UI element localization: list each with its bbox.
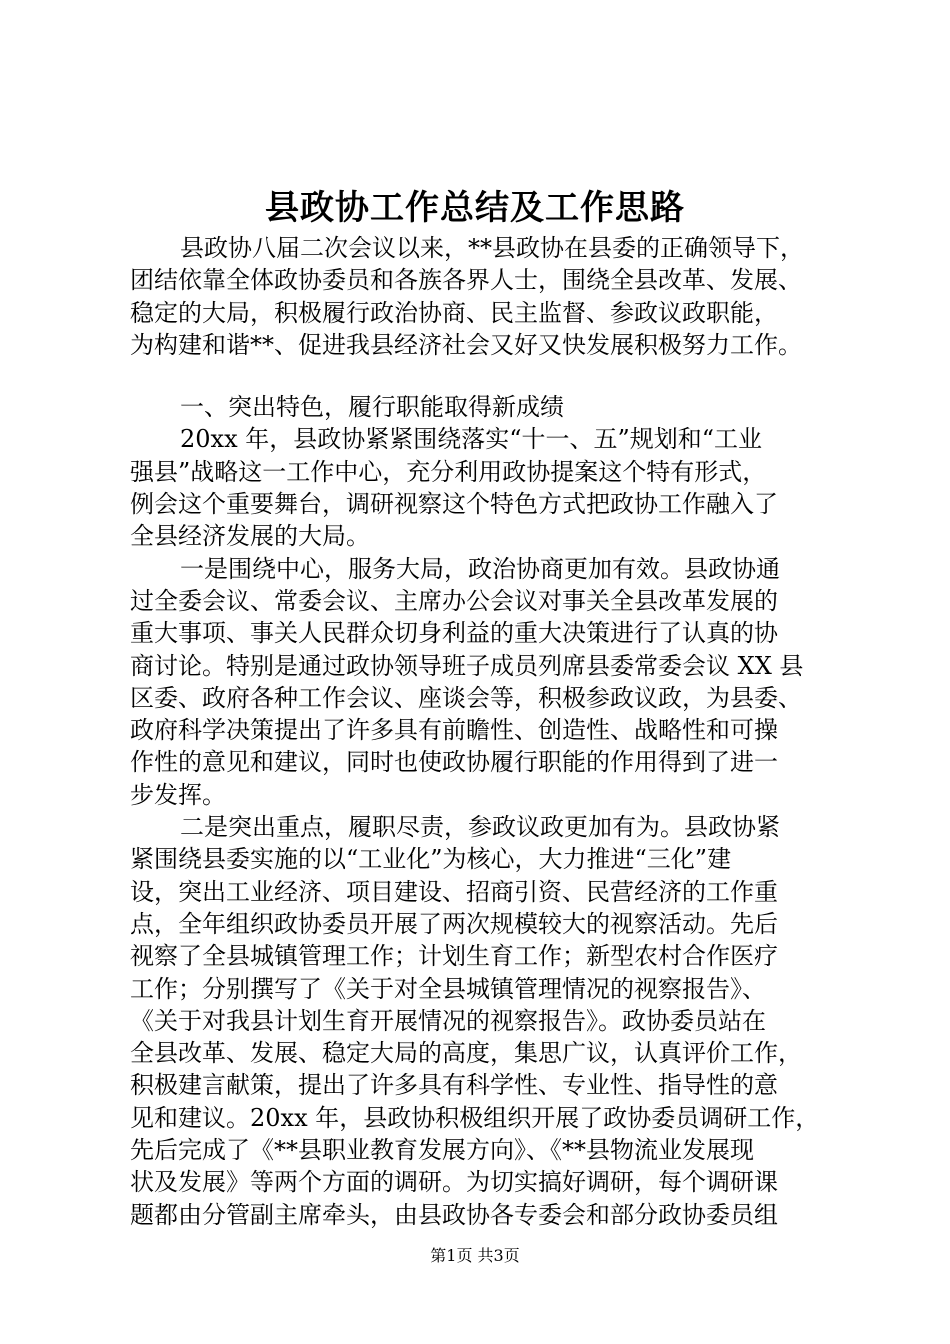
paragraph-line: 先后完成了《**县职业教育发展方向》、《**县物流业发展现: [130, 1136, 754, 1165]
document-title: 县政协工作总结及工作思路: [265, 188, 685, 228]
paragraph-line: 区委、政府各种工作会议、座谈会等，积极参政议政，为县委、: [130, 683, 802, 712]
paragraph-line: 设，突出工业经济、项目建设、招商引资、民营经济的工作重: [130, 877, 778, 906]
page-number: 第1页 共3页: [430, 1246, 520, 1265]
paragraph-line: 20xx 年，县政协紧紧围绕落实“十一、五”规划和“工业: [180, 425, 763, 454]
paragraph-line: 全县经济发展的大局。: [130, 522, 370, 551]
paragraph-line: 一是围绕中心，服务大局，政治协商更加有效。县政协通: [180, 554, 780, 583]
paragraph-line: 积极建言献策，提出了许多具有科学性、专业性、指导性的意: [130, 1071, 778, 1100]
document-body: [130, 232, 830, 1231]
paragraph-line: 稳定的大局，积极履行政治协商、民主监督、参政议政职能，: [130, 298, 778, 327]
paragraph-line: 工作；分别撰写了《关于对全县城镇管理情况的视察报告》、: [130, 974, 766, 1003]
paragraph-line: 见和建议。20xx 年，县政协积极组织开展了政协委员调研工作，: [130, 1103, 820, 1132]
paragraph-line: 县政协八届二次会议以来，**县政协在县委的正确领导下，: [180, 234, 804, 262]
paragraph-line: 商讨论。特别是通过政协领导班子成员列席县委常委会议 XX 县: [130, 651, 804, 680]
paragraph-line: 作性的意见和建议，同时也使政协履行职能的作用得到了进一: [130, 748, 778, 777]
paragraph-line: 题都由分管副主席牵头，由县政协各专委会和部分政协委员组: [130, 1200, 778, 1229]
paragraph-line: 重大事项、事关人民群众切身利益的重大决策进行了认真的协: [130, 619, 778, 648]
paragraph-line: 步发挥。: [130, 780, 226, 809]
paragraph-line: 紧围绕县委实施的以“工业化”为核心，大力推进“三化”建: [130, 845, 732, 874]
paragraph-line: 团结依靠全体政协委员和各族各界人士，围绕全县改革、发展、: [130, 266, 802, 295]
paragraph-line: 为构建和谐**、促进我县经济社会又好又快发展积极努力工作。: [130, 330, 802, 359]
paragraph-line: 状及发展》等两个方面的调研。为切实搞好调研，每个调研课: [130, 1168, 778, 1197]
paragraph-gap: [130, 361, 830, 391]
paragraph-line: 《关于对我县计划生育开展情况的视察报告》。政协委员站在: [130, 1006, 766, 1035]
section-heading: 一、突出特色，履行职能取得新成绩: [180, 393, 564, 422]
paragraph-line: 例会这个重要舞台，调研视察这个特色方式把政协工作融入了: [130, 490, 778, 519]
paragraph-line: 视察了全县城镇管理工作；计划生育工作；新型农村合作医疗: [130, 942, 778, 971]
paragraph-line: 点，全年组织政协委员开展了两次规模较大的视察活动。先后: [130, 909, 778, 938]
paragraph-line: 过全委会议、常委会议、主席办公会议对事关全县改革发展的: [130, 586, 778, 615]
paragraph-line: 强县”战略这一工作中心，充分利用政协提案这个特有形式，: [130, 457, 767, 486]
paragraph-line: 全县改革、发展、稳定大局的高度，集思广议，认真评价工作，: [130, 1039, 802, 1068]
paragraph-line: 政府科学决策提出了许多具有前瞻性、创造性、战略性和可操: [130, 716, 778, 745]
paragraph-line: 二是突出重点，履职尽责，参政议政更加有为。县政协紧: [180, 813, 780, 842]
